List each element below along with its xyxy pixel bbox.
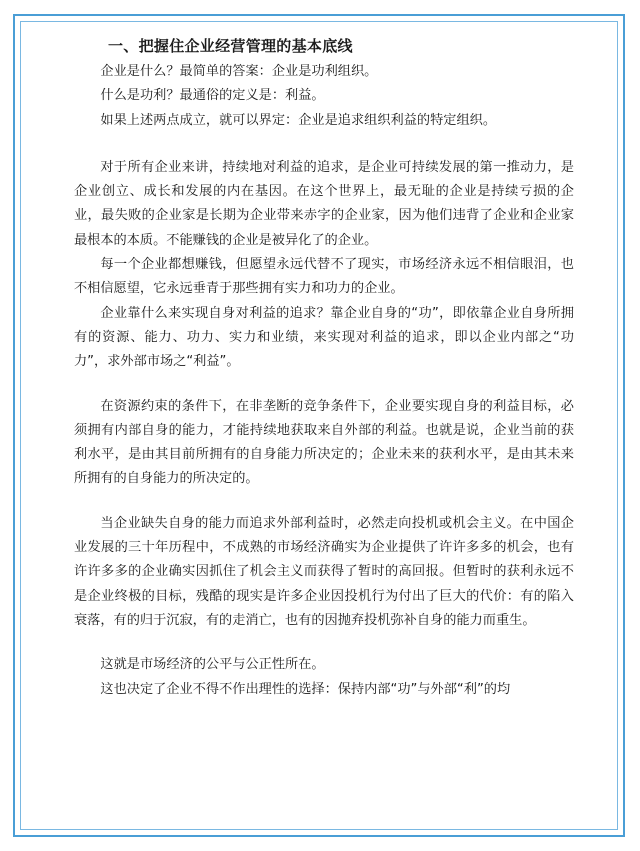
- paragraph-internal-capability: 企业靠什么来实现自身对利益的追求？靠企业自身的“功”，即依靠企业自身所拥有的资源、能力、功力、实力和业绩，来实现对利益的追求，即以企业内部之“功力”，求外部市场之“利益”。: [74, 305, 574, 370]
- intro-line-3: 如果上述两点成立，就可以界定：企业是追求组织利益的特定组织。: [100, 112, 497, 128]
- section-heading: 一、把握住企业经营管理的基本底线: [108, 37, 353, 55]
- intro-line-1: 企业是什么？最简单的答案：企业是功利组织。: [100, 64, 378, 79]
- spacer: [74, 375, 574, 395]
- article-body: [74, 36, 574, 702]
- paragraph-desire-vs-reality: 每一个企业都想赚钱，但愿望永远代替不了现实，市场经济永远不相信眼泪，也不相信愿望，它永远垂青于那些拥有实力和功力的企业。: [74, 257, 574, 297]
- spacer: [74, 633, 574, 653]
- paragraph-opportunism: 当企业缺失自身的能力而追求外部利益时，必然走向投机或机会主义。在中国企业发展的三十年历程中，不成熟的市场经济确实为企业提供了许许多多的机会，也有许许多多的企业确实因抓住了机会主义而获得了暂时的高回报。但暂时的获利永远不是企业终极的目标，残酷的现实是许多企业因投机行为付出了巨大的代价：有的陷入衰落，有的归于沉寂，有的走消亡，也有的因抛弃投机弥补自身的能力而重生。: [74, 515, 574, 628]
- paragraph-profit-pursuit: 对于所有企业来讲，持续地对利益的追求，是企业可持续发展的第一推动力，是企业创立、成长和发展的内在基因。在这个世界上，最无耻的企业是持续亏损的企业，最失败的企业家是长期为企业带来赤字的企业家，因为他们违背了企业和企业家最根本的本质。不能赚钱的企业是被异化了的企业。: [74, 159, 574, 248]
- spacer: [74, 133, 574, 156]
- spacer: [74, 492, 574, 512]
- intro-line-2: 什么是功利？最通俗的定义是：利益。: [100, 88, 325, 104]
- paragraph-resource-constraints: 在资源约束的条件下，在非垄断的竞争条件下，企业要实现自身的利益目标，必须拥有内部自身的能力，才能持续地获取来自外部的利益。也就是说，企业当前的获利水平，是由其目前所拥有的自身能力所决定的；企业未来的获利水平，是由其未来所拥有的自身能力的所决定的。: [74, 398, 574, 487]
- paragraph-market-fairness: 这就是市场经济的公平与公正性所在。: [100, 657, 325, 673]
- paragraph-rational-choice: 这也决定了企业不得不作出理性的选择：保持内部“功”与外部“利”的均: [100, 681, 511, 697]
